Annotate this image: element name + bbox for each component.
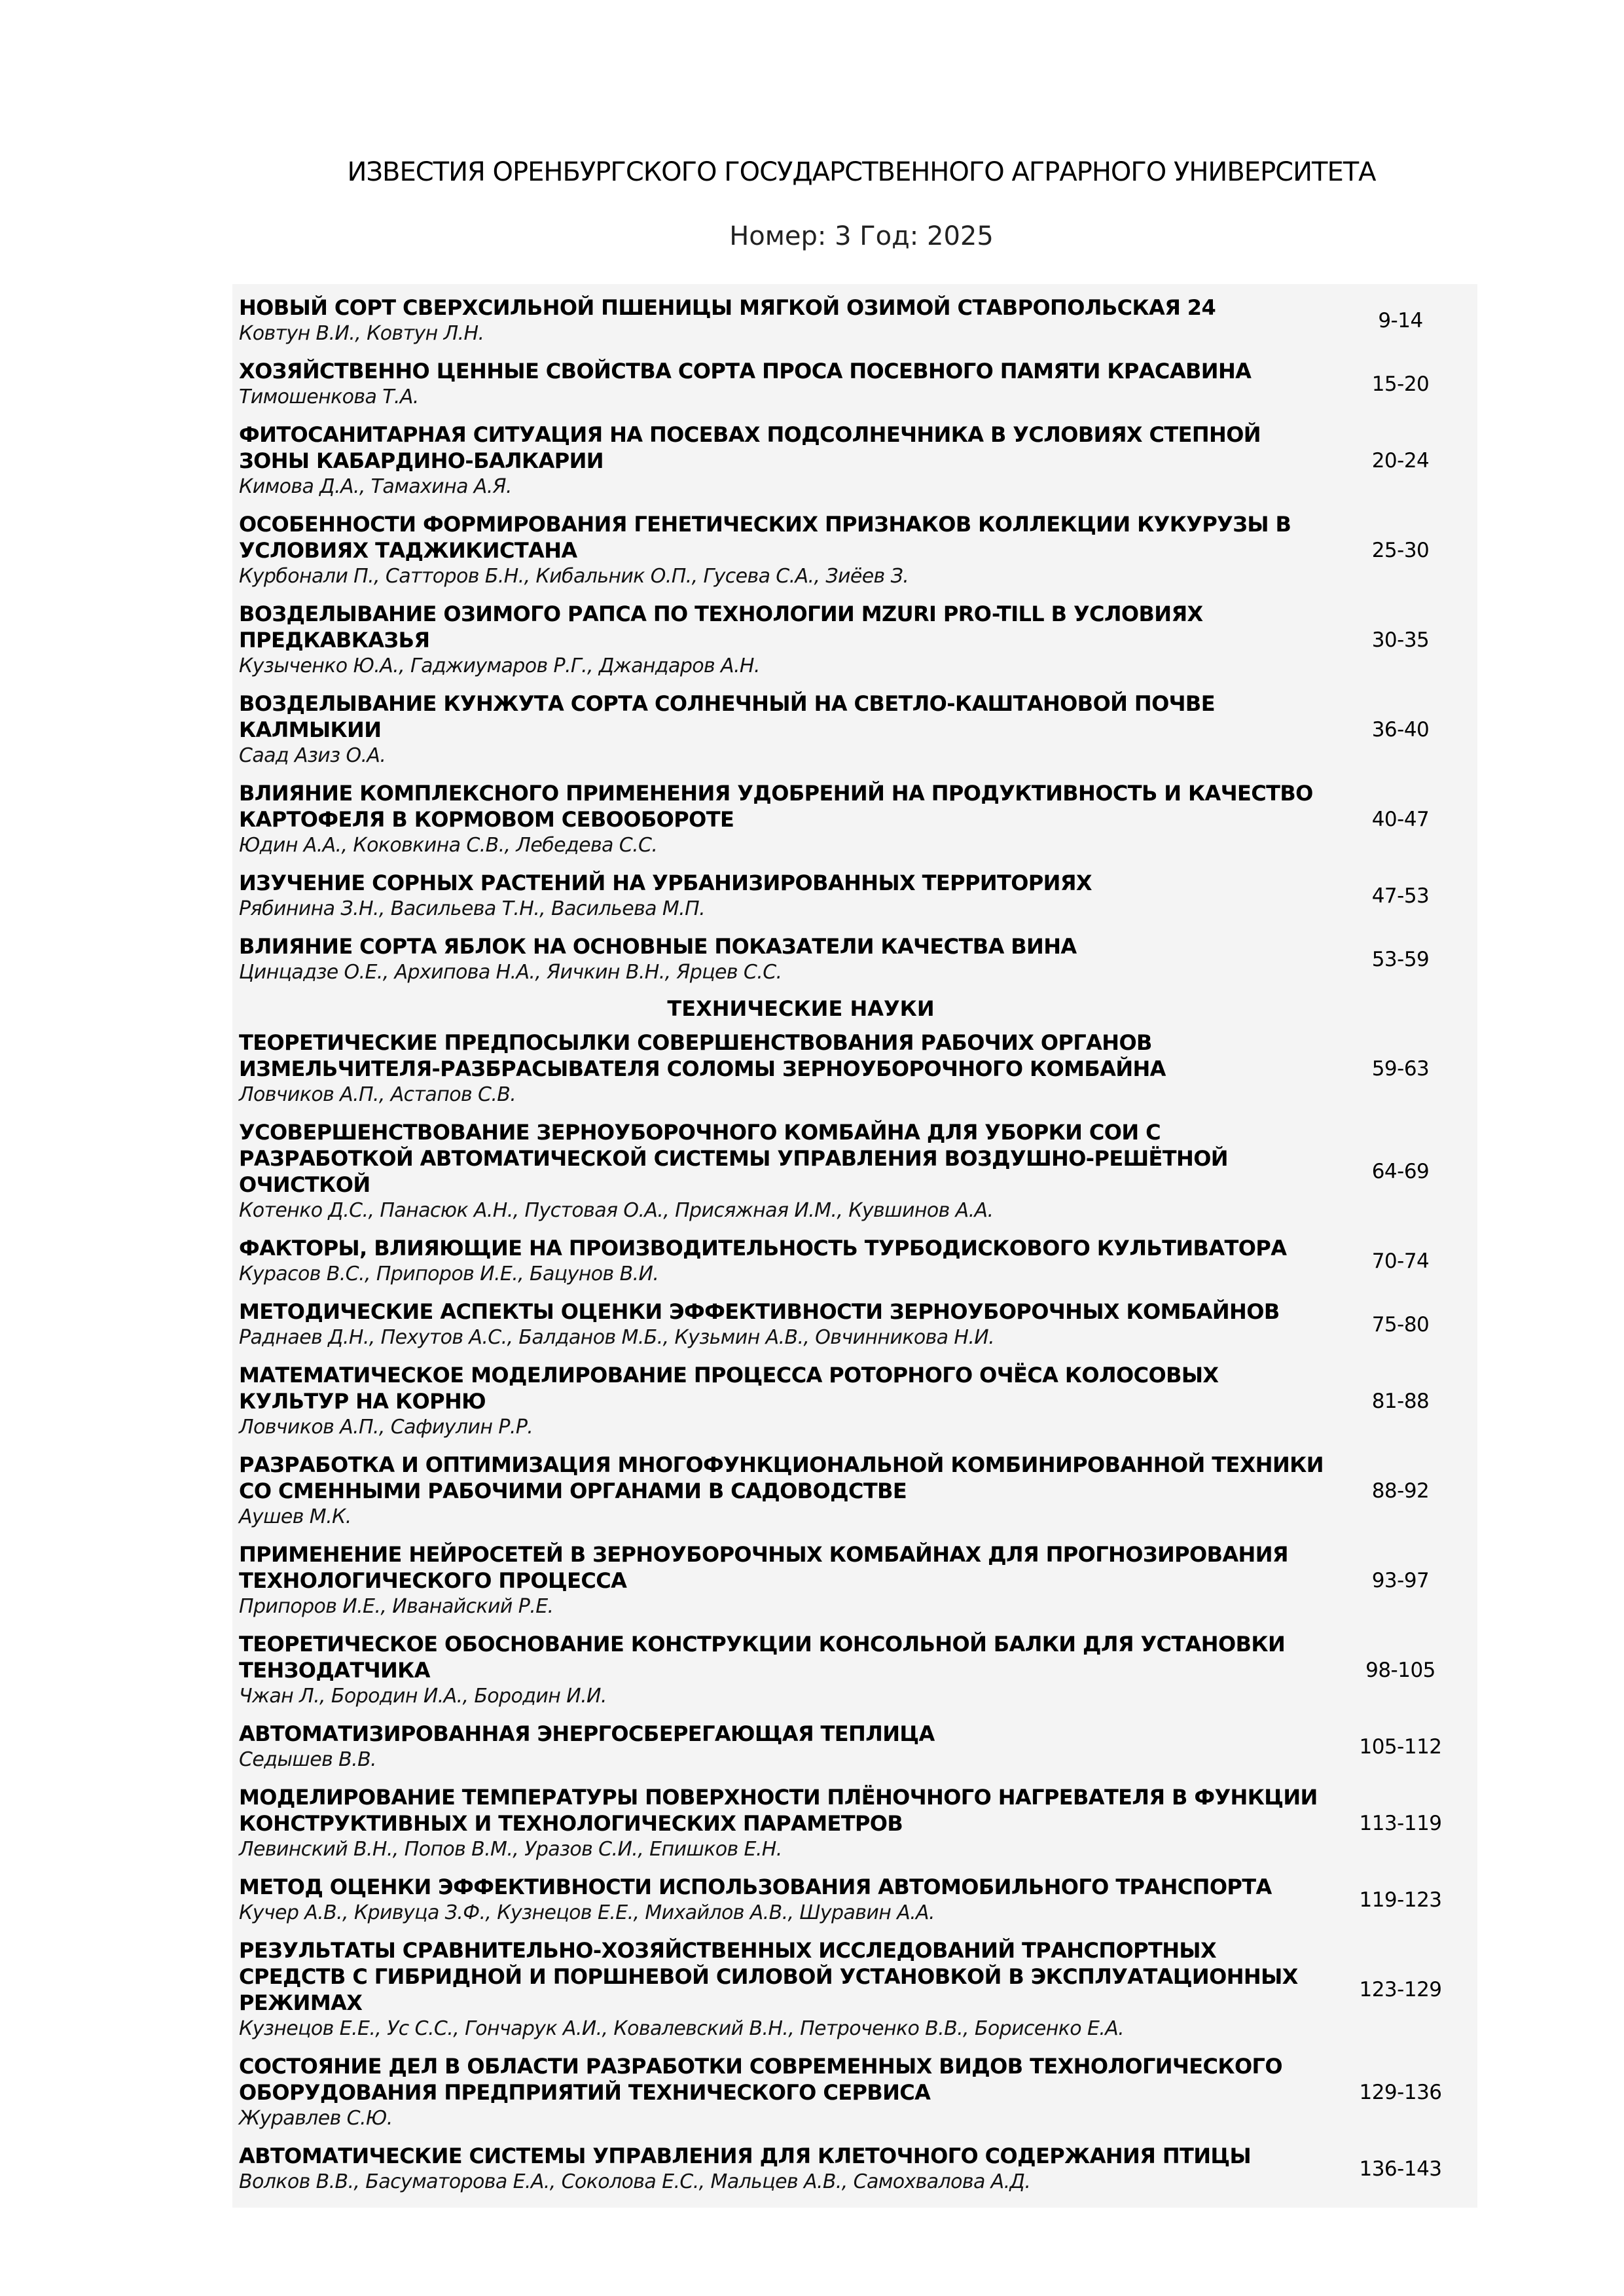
section-agronomy: [232, 289, 1477, 992]
article-title[interactable]: АВТОМАТИЗИРОВАННАЯ ЭНЕРГОСБЕРЕГАЮЩАЯ ТЕПЛИЦА: [239, 1721, 935, 1746]
toc-entry[interactable]: [232, 1626, 1477, 1715]
entry-main: [239, 1721, 1324, 1773]
entry-main: [239, 1541, 1324, 1620]
article-title[interactable]: ФАКТОРЫ, ВЛИЯЮЩИЕ НА ПРОИЗВОДИТЕЛЬНОСТЬ ТУРБОДИСКОВОГО КУЛЬТИВАТОРА: [239, 1236, 1287, 1261]
article-authors: Курбонали П., Сатторов Б.Н., Кибальник О.П., Гусева С.А., Зиёев З.: [239, 565, 909, 588]
article-title[interactable]: МЕТОД ОЦЕНКИ ЭФФЕКТИВНОСТИ ИСПОЛЬЗОВАНИЯ АВТОМОБИЛЬНОГО ТРАНСПОРТА: [239, 1874, 1272, 1899]
toc-entry[interactable]: [232, 1446, 1477, 1536]
article-title[interactable]: ВЛИЯНИЕ КОМПЛЕКСНОГО ПРИМЕНЕНИЯ УДОБРЕНИЙ НА ПРОДУКТИВНОСТЬ И КАЧЕСТВО КАРТОФЕЛЯ В КОРМОВОМ СЕВООБОРОТЕ: [239, 781, 1313, 832]
toc-entry[interactable]: [232, 1293, 1477, 1357]
toc-entry[interactable]: [232, 2138, 1477, 2201]
article-title[interactable]: ОСОБЕННОСТИ ФОРМИРОВАНИЯ ГЕНЕТИЧЕСКИХ ПРИЗНАКОВ КОЛЛЕКЦИИ КУКУРУЗЫ В УСЛОВИЯХ ТАДЖИКИСТАНА: [239, 512, 1291, 563]
article-title[interactable]: ТЕОРЕТИЧЕСКОЕ ОБОСНОВАНИЕ КОНСТРУКЦИИ КОНСОЛЬНОЙ БАЛКИ ДЛЯ УСТАНОВКИ ТЕНЗОДАТЧИКА: [239, 1632, 1286, 1683]
entry-main: [239, 2143, 1324, 2195]
toc-entry[interactable]: [232, 928, 1477, 992]
toc-entry[interactable]: [232, 353, 1477, 416]
toc-entry[interactable]: [232, 2048, 1477, 2138]
article-title[interactable]: УСОВЕРШЕНСТВОВАНИЕ ЗЕРНОУБОРОЧНОГО КОМБАЙНА ДЛЯ УБОРКИ СОИ С РАЗРАБОТКОЙ АВТОМАТИЧЕСКОЙ СИСТЕМЫ УПРАВЛЕНИЯ ВОЗДУШНО-РЕШЁТНОЙ ОЧИСТКОЙ: [239, 1120, 1228, 1197]
toc-entry[interactable]: [232, 1779, 1477, 1869]
article-title[interactable]: СОСТОЯНИЕ ДЕЛ В ОБЛАСТИ РАЗРАБОТКИ СОВРЕМЕННЫХ ВИДОВ ТЕХНОЛОГИЧЕСКОГО ОБОРУДОВАНИЯ ПРЕДПРИЯТИЙ ТЕХНИЧЕСКОГО СЕРВИСА: [239, 2054, 1282, 2105]
toc-entry[interactable]: [232, 775, 1477, 865]
article-authors: Раднаев Д.Н., Пехутов А.С., Балданов М.Б., Кузьмин А.В., Овчинникова Н.И.: [239, 1326, 995, 1349]
article-pages: 93-97: [1371, 1569, 1430, 1592]
article-title[interactable]: МАТЕМАТИЧЕСКОЕ МОДЕЛИРОВАНИЕ ПРОЦЕССА РОТОРНОГО ОЧЁСА КОЛОСОВЫХ КУЛЬТУР НА КОРНЮ: [239, 1363, 1219, 1414]
issue-line: Номер: 3 Год: 2025: [729, 221, 994, 251]
article-title[interactable]: РАЗРАБОТКА И ОПТИМИЗАЦИЯ МНОГОФУНКЦИОНАЛЬНОЙ КОМБИНИРОВАННОЙ ТЕХНИКИ СО СМЕННЫМИ РАБОЧИМИ ОРГАНАМИ В САДОВОДСТВЕ: [239, 1452, 1324, 1503]
toc-entry[interactable]: [232, 416, 1477, 506]
entry-main: [239, 870, 1324, 922]
article-pages: 36-40: [1371, 718, 1430, 742]
article-authors: Аушев М.К.: [239, 1505, 352, 1528]
entry-main: [239, 1119, 1324, 1224]
entry-main: [239, 1030, 1324, 1108]
toc-entry[interactable]: [232, 685, 1477, 775]
article-pages: 98-105: [1365, 1659, 1435, 1682]
entry-main: [239, 2053, 1324, 2132]
entry-main: [239, 1937, 1324, 2042]
entry-main: [239, 691, 1324, 769]
entry-main: [239, 1784, 1324, 1863]
article-title[interactable]: МОДЕЛИРОВАНИЕ ТЕМПЕРАТУРЫ ПОВЕРХНОСТИ ПЛЁНОЧНОГО НАГРЕВАТЕЛЯ В ФУНКЦИИ КОНСТРУКТИВНЫХ И ТЕХНОЛОГИЧЕСКИХ ПАРАМЕТРОВ: [239, 1785, 1318, 1836]
article-authors: Кузыченко Ю.А., Гаджиумаров Р.Г., Джандаров А.Н.: [239, 655, 760, 677]
entry-main: [239, 1235, 1324, 1287]
article-authors: Саад Азиз О.А.: [239, 744, 386, 767]
article-pages: 9-14: [1378, 309, 1423, 332]
article-title[interactable]: ХОЗЯЙСТВЕННО ЦЕННЫЕ СВОЙСТВА СОРТА ПРОСА ПОСЕВНОГО ПАМЯТИ КРАСАВИНА: [239, 359, 1252, 384]
toc-entry[interactable]: [232, 1869, 1477, 1932]
article-pages: 15-20: [1371, 372, 1430, 396]
toc-entry[interactable]: [232, 1357, 1477, 1446]
article-pages: 136-143: [1359, 2157, 1442, 2181]
article-authors: Волков В.В., Басуматорова Е.А., Соколова Е.С., Мальцев А.В., Самохвалова А.Д.: [239, 2170, 1031, 2193]
article-pages: 88-92: [1371, 1479, 1430, 1503]
article-title[interactable]: ФИТОСАНИТАРНАЯ СИТУАЦИЯ НА ПОСЕВАХ ПОДСОЛНЕЧНИКА В УСЛОВИЯХ СТЕПНОЙ ЗОНЫ КАБАРДИНО-БАЛКАРИИ: [239, 422, 1261, 473]
entry-main: [239, 358, 1324, 410]
article-pages: 64-69: [1371, 1160, 1430, 1183]
toc-entry[interactable]: [232, 865, 1477, 928]
article-authors: Журавлев С.Ю.: [239, 2107, 393, 2130]
article-title[interactable]: ВОЗДЕЛЫВАНИЕ ОЗИМОГО РАПСА ПО ТЕХНОЛОГИИ MZURI PRO-TILL В УСЛОВИЯХ ПРЕДКАВКАЗЬЯ: [239, 601, 1203, 653]
article-pages: 70-74: [1371, 1249, 1430, 1273]
toc-entry[interactable]: [232, 289, 1477, 353]
article-title[interactable]: ТЕОРЕТИЧЕСКИЕ ПРЕДПОСЫЛКИ СОВЕРШЕНСТВОВАНИЯ РАБОЧИХ ОРГАНОВ ИЗМЕЛЬЧИТЕЛЯ-РАЗБРАСЫВАТЕЛЯ СОЛОМЫ ЗЕРНОУБОРОЧНОГО КОМБАЙНА: [239, 1030, 1166, 1081]
article-pages: 47-53: [1371, 884, 1430, 908]
article-authors: Рябинина З.Н., Васильева Т.Н., Васильева М.П.: [239, 897, 705, 920]
article-pages: 59-63: [1371, 1057, 1430, 1081]
toc-entry[interactable]: [232, 1230, 1477, 1293]
article-pages: 119-123: [1359, 1888, 1442, 1912]
article-authors: Юдин А.А., Коковкина С.В., Лебедева С.С.: [239, 834, 658, 857]
table-of-contents: [232, 284, 1477, 2208]
toc-entry[interactable]: [232, 1932, 1477, 2048]
article-authors: Припоров И.Е., Иванайский Р.Е.: [239, 1595, 554, 1618]
article-title[interactable]: МЕТОДИЧЕСКИЕ АСПЕКТЫ ОЦЕНКИ ЭФФЕКТИВНОСТИ ЗЕРНОУБОРОЧНЫХ КОМБАЙНОВ: [239, 1299, 1280, 1324]
article-pages: 40-47: [1371, 808, 1430, 831]
article-title[interactable]: ВОЗДЕЛЫВАНИЕ КУНЖУТА СОРТА СОЛНЕЧНЫЙ НА СВЕТЛО-КАШТАНОВОЙ ПОЧВЕ КАЛМЫКИИ: [239, 691, 1215, 742]
article-pages: 30-35: [1371, 628, 1430, 652]
toc-entry[interactable]: [232, 596, 1477, 685]
article-authors: Левинский В.Н., Попов В.М., Уразов С.И., Епишков Е.Н.: [239, 1838, 782, 1861]
article-pages: 129-136: [1359, 2081, 1442, 2104]
entry-main: [239, 780, 1324, 859]
article-title[interactable]: ПРИМЕНЕНИЕ НЕЙРОСЕТЕЙ В ЗЕРНОУБОРОЧНЫХ КОМБАЙНАХ ДЛЯ ПРОГНОЗИРОВАНИЯ ТЕХНОЛОГИЧЕСКОГО ПРОЦЕССА: [239, 1542, 1288, 1593]
entry-main: [239, 1299, 1324, 1351]
toc-entry[interactable]: [232, 506, 1477, 596]
article-authors: Ковтун В.И., Ковтун Л.Н.: [239, 322, 484, 345]
entry-main: [239, 511, 1324, 590]
article-pages: 53-59: [1371, 948, 1430, 971]
entry-main: [239, 295, 1324, 347]
section-technical: [232, 1024, 1477, 2201]
entry-main: [239, 933, 1324, 986]
article-authors: Цинцадзе О.Е., Архипова Н.А., Яичкин В.Н., Ярцев С.С.: [239, 961, 782, 984]
article-pages: 25-30: [1371, 539, 1430, 562]
article-pages: 105-112: [1359, 1735, 1442, 1759]
article-pages: 123-129: [1359, 1978, 1442, 2001]
article-title[interactable]: НОВЫЙ СОРТ СВЕРХСИЛЬНОЙ ПШЕНИЦЫ МЯГКОЙ ОЗИМОЙ СТАВРОПОЛЬСКАЯ 24: [239, 295, 1216, 320]
article-pages: 113-119: [1359, 1812, 1442, 1835]
toc-entry[interactable]: [232, 1536, 1477, 1626]
article-title[interactable]: ИЗУЧЕНИЕ СОРНЫХ РАСТЕНИЙ НА УРБАНИЗИРОВАННЫХ ТЕРРИТОРИЯХ: [239, 870, 1092, 895]
article-authors: Тимошенкова Т.А.: [239, 386, 419, 408]
article-authors: Котенко Д.С., Панасюк А.Н., Пустовая О.А., Присяжная И.М., Кувшинов А.А.: [239, 1199, 994, 1222]
entry-main: [239, 422, 1324, 500]
toc-entry[interactable]: [232, 1024, 1477, 1114]
section-heading: ТЕХНИЧЕСКИЕ НАУКИ: [667, 996, 935, 1021]
entry-main: [239, 1362, 1324, 1441]
article-pages: 81-88: [1371, 1390, 1430, 1413]
article-title[interactable]: ВЛИЯНИЕ СОРТА ЯБЛОК НА ОСНОВНЫЕ ПОКАЗАТЕЛИ КАЧЕСТВА ВИНА: [239, 934, 1077, 959]
article-authors: Курасов В.С., Припоров И.Е., Бацунов В.И.: [239, 1263, 659, 1285]
toc-entry[interactable]: [232, 1715, 1477, 1779]
article-pages: 20-24: [1371, 449, 1430, 473]
article-authors: Ловчиков А.П., Астапов С.В.: [239, 1083, 516, 1106]
entry-main: [239, 1874, 1324, 1926]
journal-title: ИЗВЕСТИЯ ОРЕНБУРГСКОГО ГОСУДАРСТВЕННОГО АГРАРНОГО УНИВЕРСИТЕТА: [347, 157, 1376, 187]
article-authors: Кимова Д.А., Тамахина А.Я.: [239, 475, 512, 498]
entry-main: [239, 601, 1324, 679]
article-authors: Ловчиков А.П., Сафиулин Р.Р.: [239, 1416, 533, 1439]
article-authors: Кузнецов Е.Е., Ус С.С., Гончарук А.И., Ковалевский В.Н., Петроченко В.В., Борисенко Е.А.: [239, 2017, 1125, 2040]
article-authors: Седышев В.В.: [239, 1748, 376, 1771]
article-title[interactable]: РЕЗУЛЬТАТЫ СРАВНИТЕЛЬНО-ХОЗЯЙСТВЕННЫХ ИССЛЕДОВАНИЙ ТРАНСПОРТНЫХ СРЕДСТВ С ГИБРИДНОЙ И ПОРШНЕВОЙ СИЛОВОЙ УСТАНОВКОЙ В ЭКСПЛУАТАЦИОННЫХ РЕЖИМАХ: [239, 1938, 1298, 2015]
article-pages: 75-80: [1371, 1313, 1430, 1336]
toc-entry[interactable]: [232, 1114, 1477, 1230]
entry-main: [239, 1452, 1324, 1530]
article-title[interactable]: АВТОМАТИЧЕСКИЕ СИСТЕМЫ УПРАВЛЕНИЯ ДЛЯ КЛЕТОЧНОГО СОДЕРЖАНИЯ ПТИЦЫ: [239, 2144, 1252, 2168]
entry-main: [239, 1631, 1324, 1710]
article-authors: Чжан Л., Бородин И.А., Бородин И.И.: [239, 1685, 607, 1708]
article-authors: Кучер А.В., Кривуца З.Ф., Кузнецов Е.Е., Михайлов А.В., Шуравин А.А.: [239, 1901, 935, 1924]
